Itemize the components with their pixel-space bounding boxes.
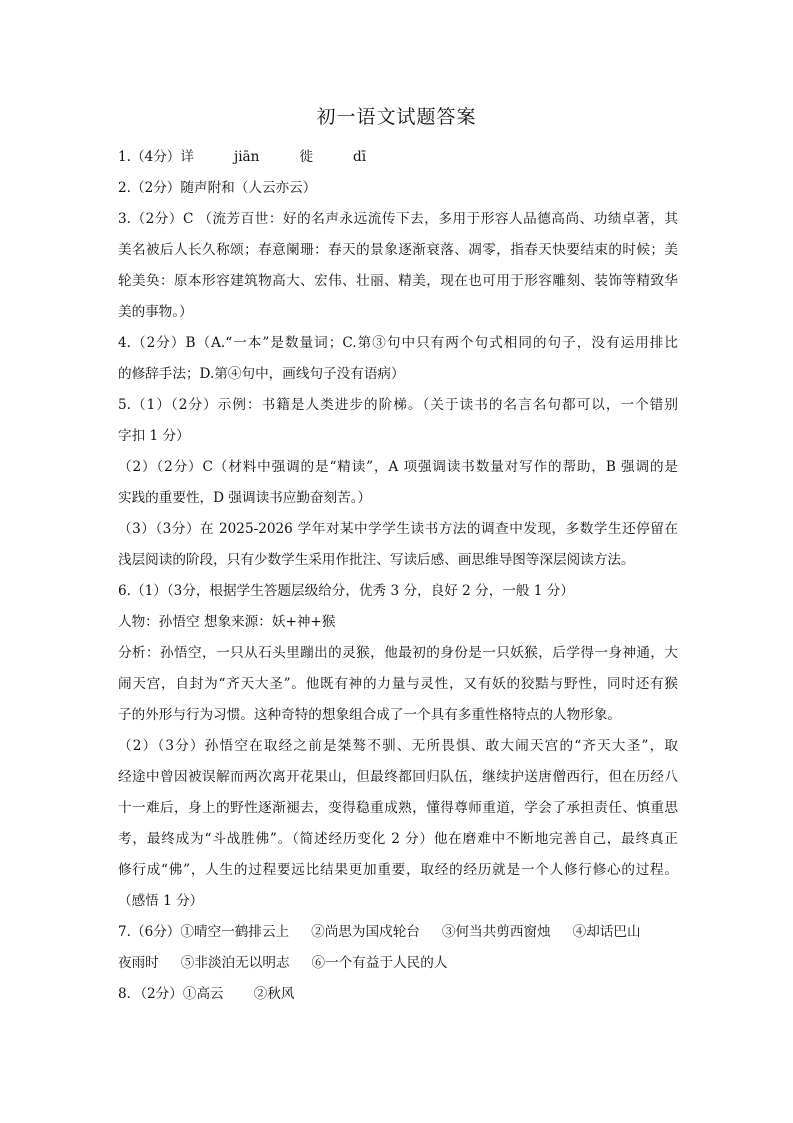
q3-line-4: 美的事物。） bbox=[118, 304, 193, 320]
q6-line-11: （感悟 1 分） bbox=[118, 893, 204, 909]
q6-line-5: 子的外形与行为习惯。这种奇特的想象组合成了一个具有多重性格特点的人物形象。 bbox=[118, 707, 621, 723]
q4-line-2: 的修辞手法；D.第④句中，画线句子没有语病） bbox=[118, 366, 405, 382]
q6-line-7: 经途中曾因被误解而两次离开花果山，但最终都回归队伍，继续护送唐僧西行，但在历经八 bbox=[118, 769, 678, 785]
q7-answer-4: ④却话巴山 bbox=[572, 924, 641, 940]
q5-line-3: （2）（2分）C（材料中强调的是“精读”，A 项强调读书数量对写作的帮助，B 强调的是 bbox=[118, 459, 678, 475]
q7-answer-5: ⑤非淡泊无以明志 bbox=[180, 955, 290, 971]
q6-line-8: 十一难后，身上的野性逐渐褪去，变得稳重成熟，懂得尊师重道，学会了承担责任、慎重思 bbox=[118, 800, 678, 816]
q6-line-2: 人物：孙悟空 想象来源：妖+神+猴 bbox=[118, 614, 336, 630]
q6-line-3: 分析：孙悟空，一只从石头里蹦出的灵猴，他最初的身份是一只妖猴，后学得一身神通，大 bbox=[118, 645, 678, 661]
q1-answer-3: 徙 bbox=[299, 149, 314, 165]
q6-line-9: 考，最终成为“斗战胜佛”。（简述经历变化 2 分）他在磨难中不断地完善自己，最终真正 bbox=[118, 831, 678, 847]
q3-line-3: 轮美奂：原本形容建筑物高大、宏伟、壮丽、精美，现在也可用于形容雕刻、装饰等精致华 bbox=[118, 273, 678, 289]
q1-prefix: 1.（4分） bbox=[118, 149, 181, 165]
q5-line-1: 5.（1）（2分）示例：书籍是人类进步的阶梯。（关于读书的名言名句都可以，一个错别 bbox=[118, 397, 678, 413]
q7-answer-4-continued: 夜雨时 bbox=[118, 955, 159, 971]
q7-prefix: 7.（6分） bbox=[118, 924, 181, 940]
q8-answer-1: ①高云 bbox=[182, 986, 224, 1002]
q6-line-6: （2）（3分）孙悟空在取经之前是桀骜不驯、无所畏惧、敢大闹天宫的“齐天大圣”，取 bbox=[118, 738, 678, 754]
q6-line-10: 修行成“佛”，人生的过程要远比结果更加重要，取经的经历就是一个人修行修心的过程。 bbox=[118, 862, 678, 878]
q6-line-4: 闹天宫，自封为“齐天大圣”。他既有神的力量与灵性，又有妖的狡黠与野性，同时还有猴 bbox=[118, 676, 678, 692]
q5-line-4: 实践的重要性，D 强调读书应勤奋刻苦。） bbox=[118, 490, 372, 506]
q8-answer-2: ②秋风 bbox=[253, 986, 295, 1002]
q5-line-6: 浅层阅读的阶段，只有少数学生采用作批注、写读后感、画思维导图等深层阅读方法。 bbox=[118, 552, 635, 568]
page-title: 初一语文试题答案 bbox=[316, 106, 477, 128]
q6-line-1: 6.（1）（3分，根据学生答题层级给分，优秀 3 分，良好 2 分，一般 1 分） bbox=[118, 583, 574, 599]
q3-line-1: 3.（2分）C （流芳百世：好的名声永远流传下去，多用于形容人品德高尚、功绩卓著，其 bbox=[118, 211, 678, 227]
q5-line-2: 字扣 1 分） bbox=[118, 428, 190, 444]
q7-line-1 bbox=[118, 917, 678, 948]
q1-answer-4: dī bbox=[353, 149, 367, 165]
q7-answer-2: ②尚思为国戍轮台 bbox=[311, 924, 420, 940]
q5-line-5: （3）（3分）在 2025-2026 学年对某中学学生读书方法的调查中发现，多数学生还停留在 bbox=[118, 521, 678, 537]
q3-line-2: 美名被后人长久称颂；春意阑珊：春天的景象逐渐衰落、凋零，指春天快要结束的时候；美 bbox=[118, 242, 678, 258]
q1-answer-1: 详 bbox=[180, 149, 194, 165]
q7-answer-3: ③何当共剪西窗烛 bbox=[441, 924, 551, 940]
q1-answer-2: jiān bbox=[234, 149, 260, 165]
q8-prefix: 8．（2分） bbox=[118, 986, 183, 1002]
q7-answer-6: ⑥一个有益于人民的人 bbox=[311, 955, 448, 971]
q4-line-1: 4.（2分）B（A.“一本”是数量词；C.第③句中只有两个句式相同的句子，没有运用排比 bbox=[118, 335, 678, 351]
q7-line-2 bbox=[118, 948, 678, 979]
q7-answer-1: ①晴空一鹤排云上 bbox=[180, 924, 290, 940]
q1-line bbox=[118, 142, 678, 173]
q8-line bbox=[118, 979, 678, 1010]
q2-line: 2.（2分）随声附和（人云亦云） bbox=[118, 180, 317, 196]
answer-content bbox=[118, 142, 678, 1010]
